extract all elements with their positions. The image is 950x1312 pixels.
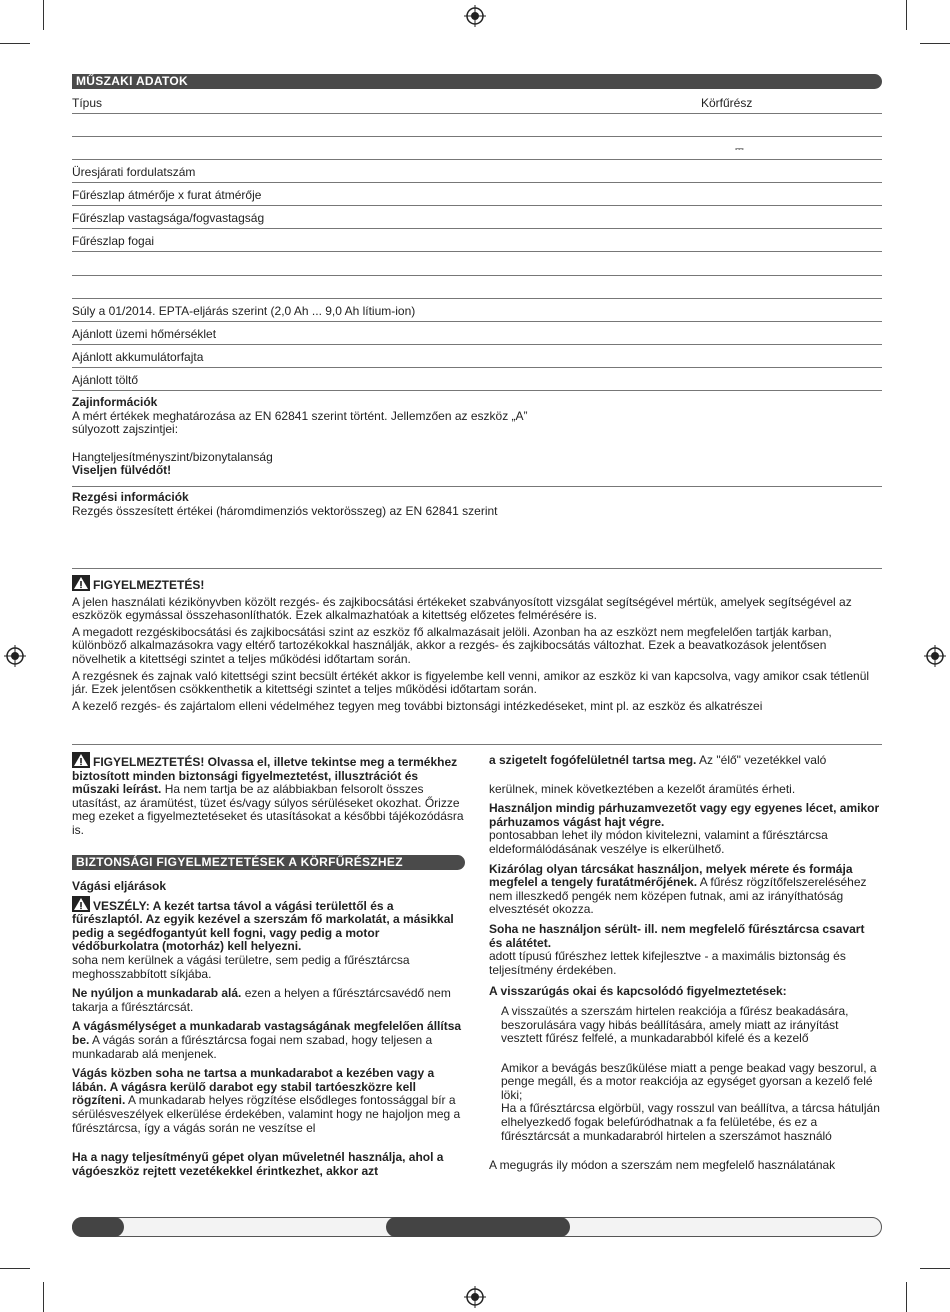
kickback-paragraph: Ha a fűrésztárcsa elgörbül, vagy rosszul van beállítva, a tárcsa hátulján elhelyezkedő fogak belefúródhatnak a fa felületébe, és ez a fűrésztárcsát a munkadarabról hirtelen a szerszámot használó [501, 1101, 880, 1143]
spec-label: Ajánlott akkumulátorfajta [72, 350, 204, 364]
spec-label: Típus [72, 96, 103, 110]
safety-warning-bold: FIGYELMEZTETÉS! Olvassa el, illetve tekintse meg a termékhez biztosított minden biztonsági figyelmeztetést, illusztrációt és műszaki leírást. [72, 755, 458, 797]
paragraph [489, 802, 881, 856]
crop-mark [906, 1282, 907, 1312]
spec-row [72, 136, 882, 160]
warning-paragraph: A rezgésnek és zajnak való kitettségi szint becsült értékét akkor is figyelembe kell venni, amikor az eszköz ki van kapcsolva, vagy amikor csak tétlenül jár. Ezek jelentősen csökkenthetik a kitettségi szintet a teljes működési időtartam során. [72, 668, 870, 697]
warning-triangle-icon [72, 896, 90, 912]
registration-mark-icon [924, 645, 946, 667]
left-column-cont [72, 880, 464, 1178]
spec-row [72, 321, 882, 345]
paragraph-bold: Ne nyúljon a munkadarab alá. [72, 986, 242, 1001]
noise-info [72, 396, 572, 478]
spec-label: Ajánlott töltő [72, 373, 139, 387]
spec-label: Súly a 01/2014. EPTA-eljárás szerint (2,0 Ah ... 9,0 Ah lítium-ion) [72, 304, 416, 318]
spec-row [72, 90, 882, 114]
crop-mark [906, 0, 907, 30]
warning-paragraph: A kezelő rezgés- és zajártalom elleni védelméhez tegyen meg további biztonsági intézkedéseket, mint pl. az eszköz és alkatrészei [72, 698, 763, 713]
vibration-title: Rezgési információk [72, 490, 189, 504]
footer-page-tab-left [72, 1217, 124, 1237]
paragraph [489, 863, 881, 917]
kickback-paragraph: Amikor a bevágás beszűkülése miatt a penge beakad vagy beszorul, a penge megáll, és a motor reakciója az egységet gyorsan a kezelő felé löki; [501, 1060, 877, 1102]
registration-mark-icon [464, 1286, 486, 1308]
paragraph-cont: kerülnek, minek következtében a kezelőt áramütés érheti. [489, 781, 796, 796]
vibration-text: Rezgés összesített értékei (háromdimenziós vektorösszeg) az EN 62841 szerint [72, 503, 498, 518]
paragraph: A megugrás ily módon a szerszám nem megfelelő használatának [489, 1158, 836, 1173]
paragraph-bold: Használjon mindig párhuzamvezetőt vagy egy egyenes lécet, amikor párhuzamos vágást hajt végre. [489, 801, 880, 829]
safety-warning [72, 752, 464, 838]
paragraph [72, 1067, 464, 1135]
section-header: BIZTONSÁGI FIGYELMEZTETÉSEK A KÖRFŰRÉSZHEZ [72, 855, 465, 870]
kickback-paragraph: A visszaütés a szerszám hirtelen reakciója a fűrész beakadására, beszorulására vagy hibás beállítására, amely miatt az irányítást vesztett fűrész felfelé, a munkadarabból kifelé és a kezelő [501, 1003, 849, 1046]
divider [72, 744, 882, 745]
paragraph-text: A munkadarab helyes rögzítése elsődleges fontossággal bír a sérülésveszélyek elkerülése érdekében, valamint hogy ne hajoljon meg a fűrésztárcsa, így a vágás során ne veszítse el [72, 1093, 461, 1135]
warning-title-row [72, 575, 880, 593]
noise-text: A mért értékek meghatározása az EN 62841 szerint történt. Jellemzően az eszköz „A” súlyozott zajszintjei: [72, 408, 528, 437]
vibration-info [72, 491, 872, 518]
noise-level-label: Hangteljesítményszint/bizonytalanság [72, 449, 273, 464]
noise-title: Zajinformációk [72, 395, 158, 409]
paragraph-bold: Ha a nagy teljesítményű gépet olyan műveletnél használja, ahol a vágóeszköz rejtett vezetékekkel érintkezhet, akkor azt [72, 1150, 444, 1178]
spec-row [72, 113, 882, 137]
cutting-title: Vágási eljárások [72, 879, 167, 893]
spec-label: Ajánlott üzemi hőmérséklet [72, 327, 217, 341]
spec-row [72, 367, 882, 391]
warning-paragraph: A megadott rezgéskibocsátási és zajkibocsátási szint az eszköz fő alkalmazásait jelöli. Azonban ha az eszközt nem megfelelően tartják karban, különböző alkalmazásokra vagy eltérő tartozékokkal használják, akkor a rezgés- és zajkibocsátás változhat. Ezek a beavatkozások jelentősen növelhetik a kitettségi szintet a teljes működési időtartam során. [72, 624, 832, 666]
wear-ear-protection: Viseljen fülvédőt! [72, 463, 172, 478]
specs-header: MŰSZAKI ADATOK [72, 74, 882, 89]
spec-row [72, 228, 882, 252]
spec-label: Fűrészlap fogai [72, 234, 155, 248]
spec-row [72, 344, 882, 368]
paragraph-bold: Soha ne használjon sérült- ill. nem megfelelő fűrésztárcsa csavart és alátétet. [489, 921, 865, 950]
paragraph-bold: Kizárólag olyan tárcsákat használjon, melyek mérete és formája megfelel a tengely furatátmérőjének. [489, 861, 853, 890]
spec-row [72, 182, 882, 206]
spec-row [72, 251, 882, 276]
crop-mark [920, 1268, 950, 1269]
crop-mark [0, 1268, 30, 1269]
crop-mark [43, 1282, 44, 1312]
paragraph-text: A fűrész rögzítőfelszereléséhez nem illeszkedő pengék nem középen futnak, ami az irányíthatóság elvesztését okozza. [489, 875, 867, 917]
warning-title: FIGYELMEZTETÉS! [93, 578, 205, 592]
kickback-title: A visszarúgás okai és kapcsolódó figyelmeztetések: [489, 984, 787, 999]
paragraph-text: Az "élő" vezetékkel való [696, 753, 827, 767]
paragraph-text: ezen a helyen a fűrésztárcsavédő nem takarja a fűrésztárcsát. [72, 986, 451, 1014]
safety-warning-text: Ha nem tartja be az alábbiakban felsorolt összes utasítást, az áramütést, tüzet és/vagy súlyos sérüléseket okozhat. Őrizze meg ezeket a figyelmeztetéseket és utasításokat a későbbi tájékozódásra is. [72, 782, 464, 837]
paragraph [72, 987, 464, 1014]
paragraph-text: pontosabban lehet ily módon kivitelezni, valamint a fűrésztárcsa eldeformálódásának veszélye is elkerülhető. [489, 828, 828, 856]
divider [72, 568, 882, 569]
paragraph-text: adott típusú fűrészhez lettek kifejlesztve - a maximális biztonság és teljesítmény érdekében. [489, 949, 846, 977]
spec-label: Fűrészlap vastagsága/fogvastagság [72, 211, 265, 225]
spec-value: Körfűrész [701, 96, 753, 110]
paragraph-bold: Vágás közben soha ne tartsa a munkadarabot a kezében vagy a lábán. A vágásra kerülő darabot egy stabil tartóeszközre kell rögzíteni. [72, 1066, 435, 1108]
warning-block [72, 575, 880, 713]
danger-text: soha nem kerülnek a vágási területre, sem pedig a fűrésztárcsa meghosszabbított síkjába. [72, 952, 410, 981]
spec-row [72, 159, 882, 183]
spec-label: Fűrészlap átmérője x furat átmérője [72, 188, 262, 202]
danger-bold: VESZÉLY: A kezét tartsa távol a vágási területtől és a fűrészlaptól. Az egyik kezével a szerszám fő markolatát, a másikkal pedig a segédfogantyút kell fogni, vagy pedig a motor védőburkolatra (motorház) kell helyezni. [72, 898, 454, 954]
crop-mark [920, 43, 950, 44]
paragraph-bold: A vágásmélységet a munkadarab vastagságának megfelelően állítsa be. [72, 1019, 462, 1047]
paragraph [489, 754, 881, 768]
paragraph [489, 923, 881, 977]
footer-page-tab-center [386, 1217, 570, 1237]
spec-row [72, 275, 882, 299]
warning-triangle-icon [72, 575, 90, 591]
spec-row [72, 298, 882, 322]
registration-mark-icon [4, 645, 26, 667]
paragraph-text: A vágás során a fűrésztárcsa fogai nem szabad, hogy teljesen a munkadarab alá menjenek. [72, 1032, 433, 1061]
danger-paragraph [72, 896, 464, 982]
paragraph-bold: a szigetelt fogófelületnél tartsa meg. [489, 753, 697, 767]
registration-mark-icon [464, 5, 486, 27]
paragraph [72, 1151, 464, 1178]
crop-mark [43, 0, 44, 30]
warning-paragraph: A jelen használati kézikönyvben közölt rezgés- és zajkibocsátási értékeket szabványosított vizsgálat segítségével mértük, amelyek segítségével az eszközök egymással összehasonlíthatók. Ezek alkalmazhatóak a kitettség előzetes felmérésére is. [72, 594, 852, 623]
divider [72, 486, 882, 487]
spec-label: Üresjárati fordulatszám [72, 165, 196, 179]
right-column [489, 754, 881, 1173]
warning-triangle-icon [72, 752, 90, 768]
dc-symbol-icon: ⎓ [735, 143, 744, 155]
crop-mark [0, 43, 30, 44]
spec-row [72, 205, 882, 229]
paragraph [72, 1020, 464, 1061]
left-column [72, 752, 464, 838]
